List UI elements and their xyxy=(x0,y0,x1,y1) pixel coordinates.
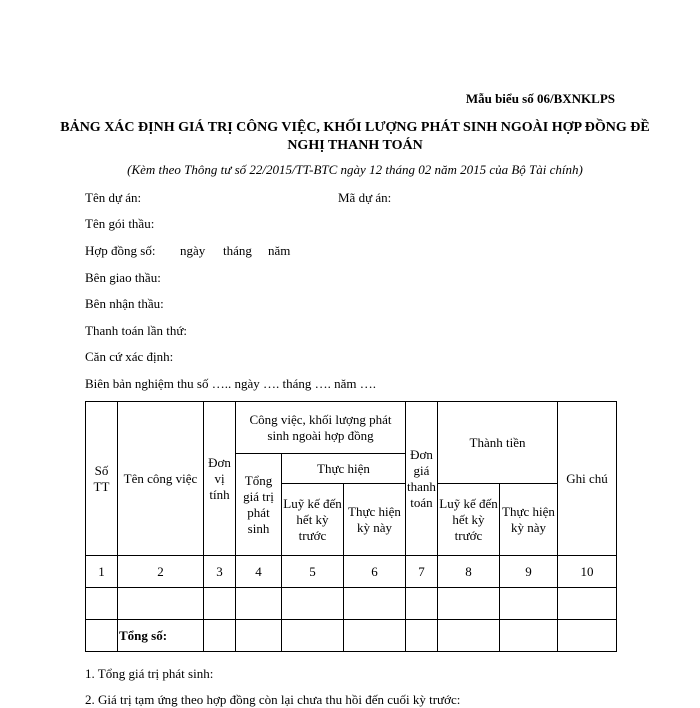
table-row xyxy=(86,588,617,620)
column-number: 8 xyxy=(438,556,500,588)
header-note: Ghi chú xyxy=(558,402,617,556)
contract-day-label: ngày xyxy=(180,243,206,258)
empty-cell xyxy=(86,588,118,620)
column-number: 2 xyxy=(118,556,204,588)
acceptance-minutes-label: Biên bản nghiệm thu số ….. ngày …. tháng …. năm …. xyxy=(85,376,377,391)
empty-cell xyxy=(500,588,558,620)
header-amount-cumulative-prev: Luỹ kế đến hết kỳ trước xyxy=(438,484,500,556)
empty-cell xyxy=(204,620,236,652)
column-number-row xyxy=(86,556,617,588)
document-subtitle: (Kèm theo Thông tư số 22/2015/TT-BTC ngày 12 tháng 02 năm 2015 của Bộ Tài chính) xyxy=(127,162,583,177)
empty-cell xyxy=(438,620,500,652)
project-name-label: Tên dự án: xyxy=(85,190,142,205)
header-extra-work-group: Công việc, khối lượng phát sinh ngoài hợp đồng xyxy=(236,402,406,454)
column-number: 6 xyxy=(344,556,406,588)
header-task-name: Tên công việc xyxy=(118,402,204,556)
header-cumulative-prev: Luỹ kế đến hết kỳ trước xyxy=(282,484,344,556)
contract-year-label: năm xyxy=(268,243,291,258)
employer-label: Bên giao thầu: xyxy=(85,270,161,285)
payment-no-label: Thanh toán lần thứ: xyxy=(85,323,187,338)
form-code: Mẫu biểu số 06/BXNKLPS xyxy=(465,91,615,106)
column-number: 5 xyxy=(282,556,344,588)
empty-cell xyxy=(282,620,344,652)
header-stt: Số TT xyxy=(86,402,118,556)
empty-cell xyxy=(406,588,438,620)
empty-cell xyxy=(558,588,617,620)
header-unit: Đơn vị tính xyxy=(204,402,236,556)
header-total-extra-value: Tổng giá trị phát sinh xyxy=(236,454,282,556)
column-number: 3 xyxy=(204,556,236,588)
contract-no-label: Hợp đồng số: xyxy=(85,243,156,258)
column-number: 7 xyxy=(406,556,438,588)
header-amount-this-period: Thực hiện kỳ này xyxy=(500,484,558,556)
empty-cell xyxy=(282,588,344,620)
package-name-label: Tên gói thầu: xyxy=(85,216,155,231)
empty-cell xyxy=(86,620,118,652)
header-amount-group: Thành tiền xyxy=(438,402,558,484)
column-number: 9 xyxy=(500,556,558,588)
column-number: 10 xyxy=(558,556,617,588)
contractor-label: Bên nhận thầu: xyxy=(85,296,164,311)
basis-label: Căn cứ xác định: xyxy=(85,349,174,364)
total-row xyxy=(86,620,617,652)
empty-cell xyxy=(236,588,282,620)
empty-cell xyxy=(204,588,236,620)
empty-cell xyxy=(558,620,617,652)
empty-cell xyxy=(118,588,204,620)
header-unit-price: Đơn giá thanh toán xyxy=(406,402,438,556)
empty-cell xyxy=(438,588,500,620)
empty-cell xyxy=(344,588,406,620)
contract-month-label: tháng xyxy=(223,243,252,258)
header-this-period: Thực hiện kỳ này xyxy=(344,484,406,556)
empty-cell xyxy=(344,620,406,652)
empty-cell xyxy=(406,620,438,652)
empty-cell xyxy=(236,620,282,652)
project-code-label: Mã dự án: xyxy=(338,190,392,205)
header-performed-group: Thực hiện xyxy=(282,454,406,484)
summary-line-1: 1. Tổng giá trị phát sinh: xyxy=(85,666,214,681)
summary-line-2: 2. Giá trị tạm ứng theo hợp đồng còn lại chưa thu hồi đến cuối kỳ trước: xyxy=(85,692,461,707)
empty-cell xyxy=(500,620,558,652)
total-label: Tổng số: xyxy=(118,620,204,652)
document-title: BẢNG XÁC ĐỊNH GIÁ TRỊ CÔNG VIỆC, KHỐI LƯỢNG PHÁT SINH NGOÀI HỢP ĐỒNG ĐỀ NGHỊ THANH TOÁN xyxy=(60,120,650,153)
column-number: 1 xyxy=(86,556,118,588)
payment-table xyxy=(85,401,617,652)
column-number: 4 xyxy=(236,556,282,588)
